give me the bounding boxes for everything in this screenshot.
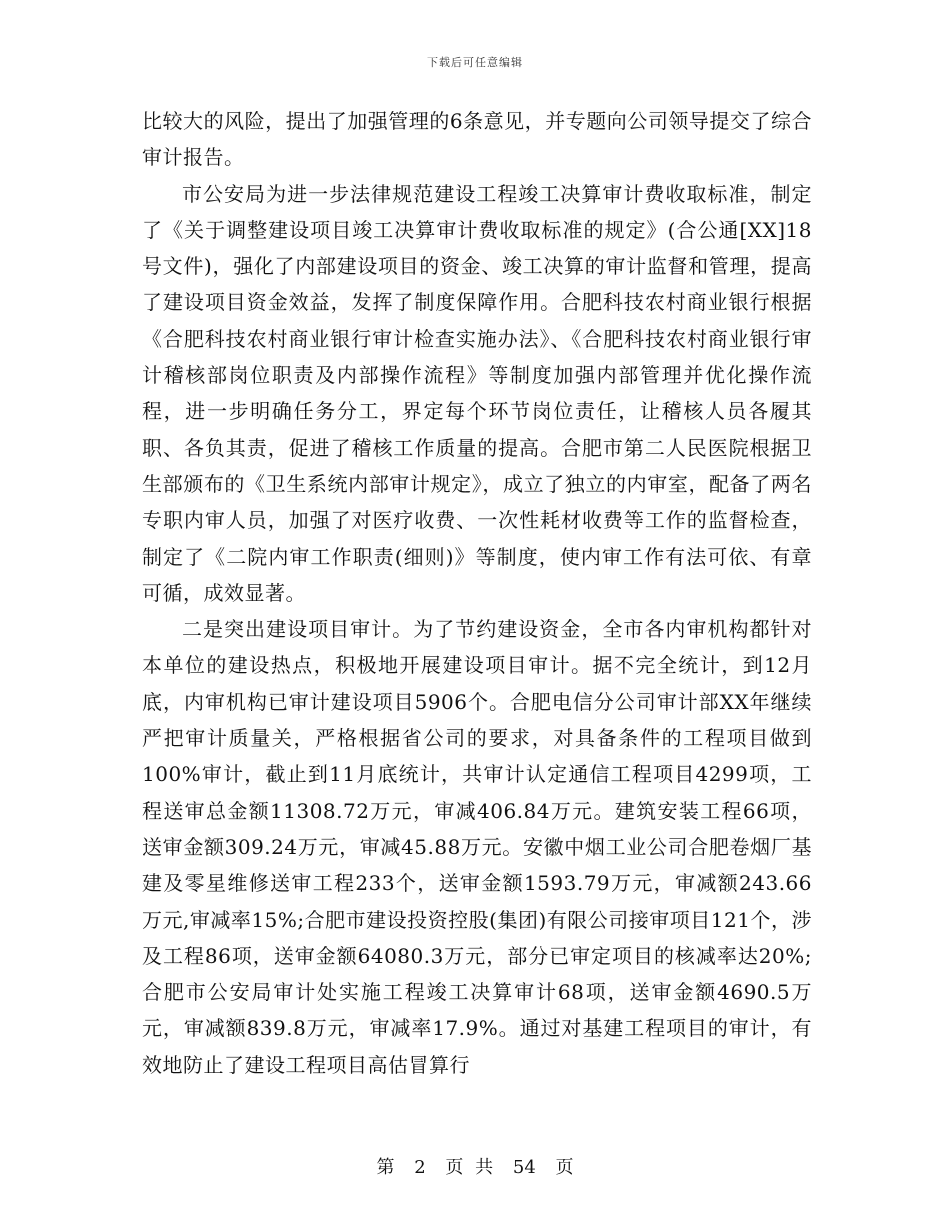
footer-prefix: 第 bbox=[376, 1157, 395, 1178]
paragraph-continuation: 比较大的风险，提出了加强管理的6条意见，并专题向公司领导提交了综合审计报告。 bbox=[142, 109, 812, 170]
footer-suffix: 页 bbox=[555, 1157, 574, 1178]
page-footer bbox=[0, 1153, 950, 1179]
footer-total-pages: 54 bbox=[512, 1157, 536, 1178]
paragraph-public-security: 市公安局为进一步法律规范建设工程竣工决算审计费收取标准，制定了《关于调整建设项目竣工决算审计费收取标准的规定》(合公通[XX]18号文件)，强化了内部建设项目的资金、竣工决算的审计监督和管理，提高了建设项目资金效益，发挥了制度保障作用。合肥科技农村商业银行根据《合肥科技农村商业银行审计检查实施办法》、《合肥科技农村商业银行审计稽核部岗位职责及内部操作流程》等制度加强内部管理并优化操作流程，进一步明确任务分工，界定每个环节岗位责任，让稽核人员各履其职、各负其责，促进了稽核工作质量的提高。合肥市第二人民医院根据卫生部颁布的《卫生系统内部审计规定》，成立了独立的内审室，配备了两名专职内审人员，加强了对医疗收费、一次性耗材收费等工作的监督检查，制定了《二院内审工作职责(细则)》等制度，使内审工作有法可依、有章可循，成效显著。 bbox=[142, 181, 812, 605]
footer-page-number: 2 bbox=[414, 1157, 426, 1178]
paragraph-construction-audit: 二是突出建设项目审计。为了节约建设资金，全市各内审机构都针对本单位的建设热点，积极地开展建设项目审计。据不完全统计，到12月底，内审机构已审计建设项目5906个。合肥电信分公司审计部XX年继续严把审计质量关，严格根据省公司的要求，对具备条件的工程项目做到100%审计，截止到11月底统计，共审计认定通信工程项目4299项，工程送审总金额11308.72万元，审减406.84万元。建筑安装工程66项，送审金额309.24万元，审减45.88万元。安徽中烟工业公司合肥卷烟厂基建及零星维修送审工程233个，送审金额1593.79万元，审减额243.66万元,审减率15%;合肥市建设投资控股(集团)有限公司接审项目121个，涉及工程86项，送审金额64080.3万元，部分已审定项目的核减率达20%;合肥市公安局审计处实施工程竣工决算审计68项，送审金额4690.5万元，审减额839.8万元，审减率17.9%。通过对基建工程项目的审计，有效地防止了建设工程项目高估冒算行 bbox=[142, 617, 812, 1077]
footer-middle: 页 共 bbox=[445, 1157, 494, 1178]
page-header: 下载后可任意编辑 bbox=[427, 56, 523, 69]
body-text bbox=[142, 103, 812, 1083]
